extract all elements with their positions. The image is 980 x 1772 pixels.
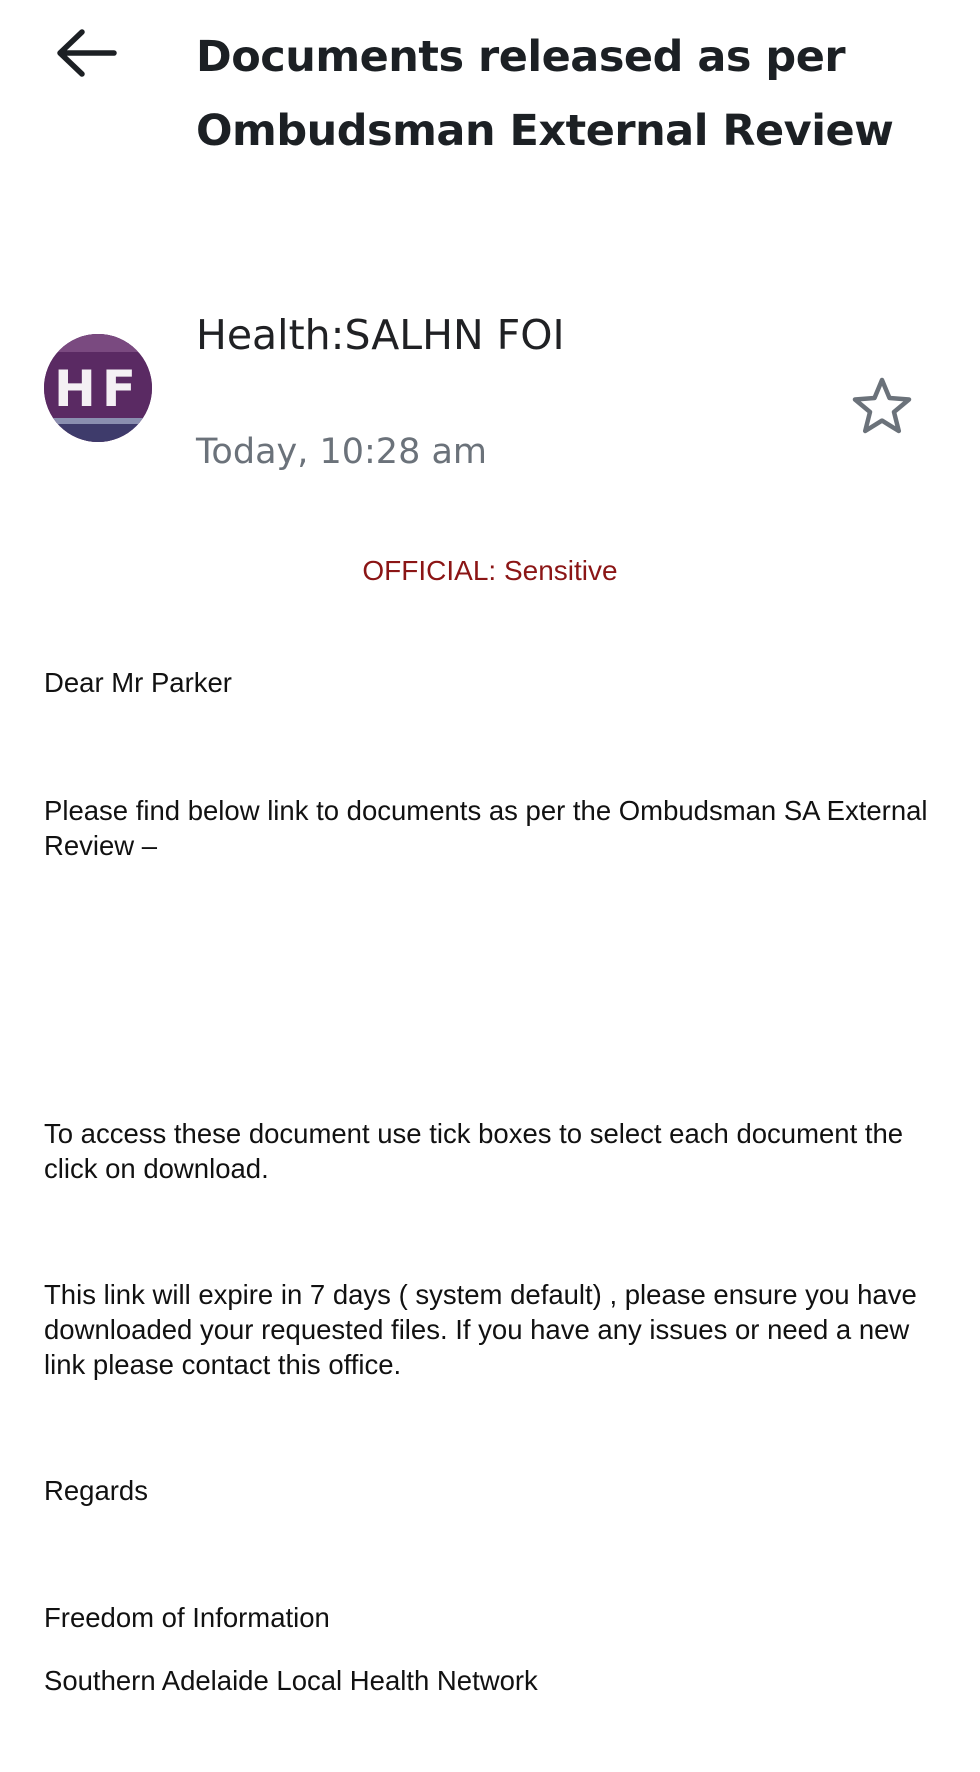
avatar[interactable] <box>44 334 152 442</box>
sent-time: Today, 10:28 am <box>196 432 488 472</box>
sender-name[interactable]: Health:SALHN FOI <box>196 311 565 359</box>
link-paragraph: Please find below link to documents as per the Ombudsman SA External Review – <box>44 795 928 861</box>
greeting: Dear Mr Parker <box>44 667 232 698</box>
star-button[interactable] <box>846 370 918 442</box>
regards: Regards <box>44 1475 148 1506</box>
expire-paragraph: This link will expire in 7 days ( system default) , please ensure you have downloaded your requested files. If you have any issues or need a new link please contact this office. <box>44 1279 917 1380</box>
arrow-left-icon <box>54 28 118 78</box>
sender-row <box>0 300 980 490</box>
access-paragraph: To access these document use tick boxes to select each document the click on download. <box>44 1118 904 1184</box>
signature-line-1: Freedom of Information <box>44 1602 330 1633</box>
email-header <box>0 0 980 170</box>
back-button[interactable] <box>40 14 132 92</box>
email-subject: Documents released as per Ombudsman External Review <box>196 32 894 156</box>
avatar-image <box>44 334 152 442</box>
avatar-text: HF <box>53 360 143 418</box>
star-outline-icon <box>851 376 913 436</box>
signature-line-2: Southern Adelaide Local Health Network <box>44 1665 538 1696</box>
classification-label: OFFICIAL: Sensitive <box>362 555 618 586</box>
